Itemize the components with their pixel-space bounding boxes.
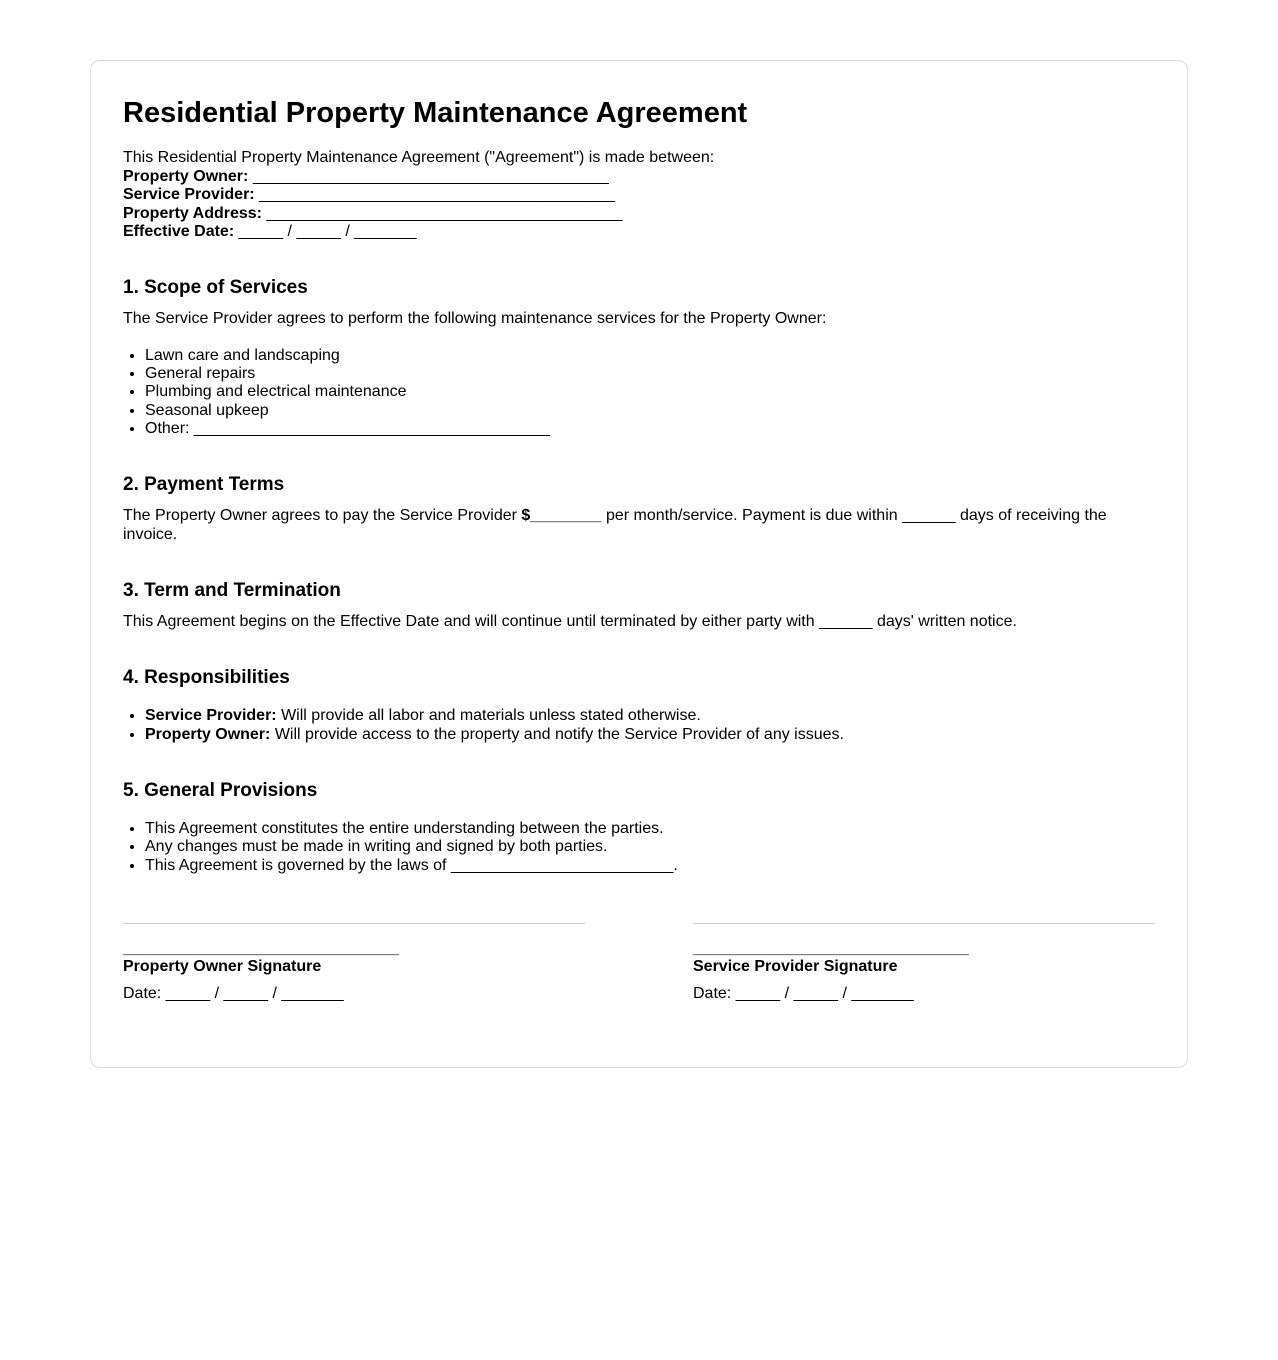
list-item: • Seasonal upkeep xyxy=(145,402,1155,420)
section-term-and-termination xyxy=(123,580,1155,631)
list-item: • Lawn care and landscaping xyxy=(145,347,1155,365)
list-item-other xyxy=(145,420,1155,438)
owner-signature-block xyxy=(123,940,585,977)
responsibility-text: Will provide all labor and materials unless stated otherwise. xyxy=(281,707,701,725)
service-provider-blank: ________________________________________ xyxy=(259,186,616,204)
list-item xyxy=(145,726,1155,744)
scope-intro: The Service Provider agrees to perform the following maintenance services for the Property Owner: xyxy=(123,310,827,328)
intro-text: This Residential Property Maintenance Agreement ("Agreement") is made between: xyxy=(123,149,715,167)
responsibilities-list xyxy=(123,707,1155,744)
provider-signature-column xyxy=(693,923,1155,1003)
list-item: • This Agreement constitutes the entire understanding between the parties. xyxy=(145,820,1155,838)
governed-blank: _________________________ xyxy=(450,856,674,874)
term-heading: 3. Term and Termination xyxy=(123,580,341,602)
term-text: days' written notice. xyxy=(876,612,1017,630)
general-list xyxy=(123,820,1155,875)
term-days-blank: ______ xyxy=(819,612,873,630)
governed-period: . xyxy=(673,856,678,874)
property-owner-label: Property Owner: xyxy=(123,167,249,185)
owner-signature-label: Property Owner Signature xyxy=(123,958,322,976)
other-label: Other: xyxy=(145,420,190,438)
owner-signature-column xyxy=(123,923,585,1003)
divider xyxy=(123,923,585,924)
list-item: • Plumbing and electrical maintenance xyxy=(145,383,1155,401)
provider-date-line xyxy=(693,985,1155,1003)
payment-text: The Property Owner agrees to pay the Service Provider xyxy=(123,507,517,525)
date-label: Date: xyxy=(123,984,162,1002)
responsibilities-heading: 4. Responsibilities xyxy=(123,667,290,689)
responsibility-label: Service Provider: xyxy=(145,707,277,725)
agreement-document xyxy=(90,60,1188,1068)
provider-signature-line: _______________________________ xyxy=(693,939,969,957)
owner-signature-line: _______________________________ xyxy=(123,939,399,957)
provider-signature-label: Service Provider Signature xyxy=(693,958,898,976)
section-responsibilities xyxy=(123,667,1155,744)
list-item xyxy=(145,707,1155,725)
service-provider-label: Service Provider: xyxy=(123,186,255,204)
property-address-label: Property Address: xyxy=(123,204,262,222)
scope-heading: 1. Scope of Services xyxy=(123,277,308,299)
responsibility-label: Property Owner: xyxy=(145,725,271,743)
term-paragraph xyxy=(123,613,1155,631)
list-item-governing-law xyxy=(145,857,1155,875)
governed-text: This Agreement is governed by the laws of xyxy=(145,856,447,874)
effective-date-label: Effective Date: xyxy=(123,222,235,240)
section-scope-of-services xyxy=(123,277,1155,438)
other-blank: ________________________________________ xyxy=(193,420,550,438)
effective-date-blank: _____ / _____ / _______ xyxy=(238,222,417,240)
payment-days-blank: ______ xyxy=(902,507,956,525)
owner-date-line xyxy=(123,985,585,1003)
list-item: • Any changes must be made in writing and signed by both parties. xyxy=(145,838,1155,856)
section-payment-terms xyxy=(123,474,1155,544)
list-item: • General repairs xyxy=(145,365,1155,383)
scope-list xyxy=(123,347,1155,439)
property-owner-blank: ________________________________________ xyxy=(252,167,609,185)
provider-signature-block xyxy=(693,940,1155,977)
payment-text: per month/service. Payment is due within xyxy=(605,507,898,525)
responsibility-text: Will provide access to the property and notify the Service Provider of any issues. xyxy=(274,725,844,743)
payment-heading: 2. Payment Terms xyxy=(123,474,285,496)
signature-section xyxy=(123,923,1155,1003)
divider xyxy=(693,923,1155,924)
payment-amount-blank: $________ xyxy=(521,507,602,525)
date-blank: _____ / _____ / _______ xyxy=(735,984,914,1002)
parties-block xyxy=(123,149,1155,241)
document-title: Residential Property Maintenance Agreement xyxy=(123,97,748,129)
term-text: This Agreement begins on the Effective Date and will continue until terminated by either party with xyxy=(123,612,815,630)
general-heading: 5. General Provisions xyxy=(123,779,318,801)
payment-paragraph xyxy=(123,507,1155,544)
date-label: Date: xyxy=(693,984,732,1002)
section-general-provisions xyxy=(123,780,1155,875)
payment-text: days of receiving the invoice. xyxy=(123,507,1107,543)
date-blank: _____ / _____ / _______ xyxy=(165,984,344,1002)
property-address-blank: ________________________________________ xyxy=(266,204,623,222)
